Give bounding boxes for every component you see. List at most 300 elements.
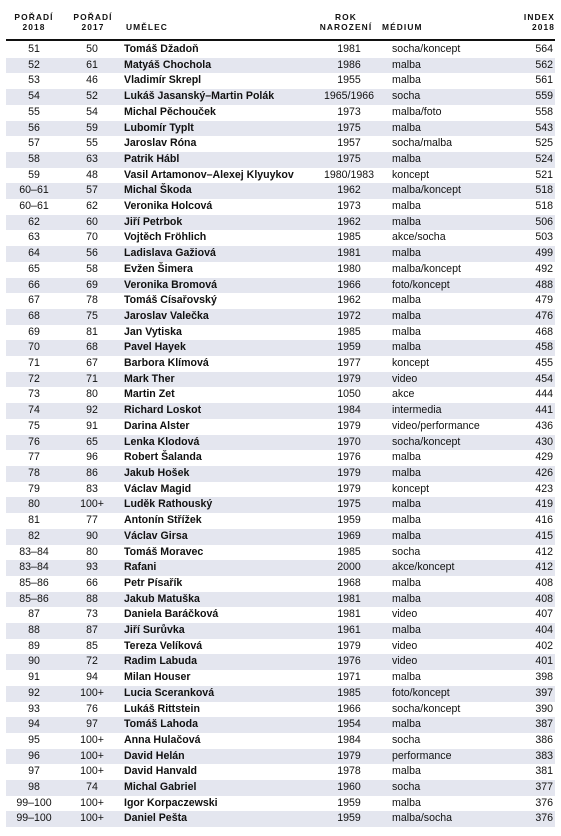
artist-name-cell: Jakub Hošek [122, 466, 310, 482]
birth-year-cell: 1966 [337, 702, 361, 715]
rank-2018-cell: 81 [28, 514, 40, 527]
medium-cell: koncept [392, 168, 430, 181]
rank-2018-cell: 98 [6, 780, 62, 796]
index-cell: 518 [535, 200, 553, 213]
artist-name-cell: Evžen Šimera [124, 262, 193, 275]
artist-name-cell: Darina Alster [124, 419, 190, 432]
birth-year-cell: 1979 [337, 482, 361, 495]
index-cell: 390 [535, 702, 553, 715]
birth-year-cell: 1955 [337, 74, 361, 87]
index-cell: 476 [512, 309, 555, 325]
table-row [6, 811, 555, 827]
rank-2017-cell: 67 [86, 357, 98, 370]
artist-name-cell: Jakub Matuška [122, 592, 310, 608]
header-index-2018 [524, 12, 555, 32]
table-row [6, 686, 555, 702]
index-cell: 415 [512, 529, 555, 545]
medium-cell: akce/koncept [388, 560, 512, 576]
index-cell: 423 [535, 482, 553, 495]
birth-year-cell: 1979 [310, 749, 388, 765]
rank-2018-cell: 55 [28, 105, 40, 118]
artist-name-cell: Robert Šalanda [124, 451, 202, 464]
rank-2018-cell: 51 [28, 43, 40, 55]
rank-2017-cell: 91 [86, 419, 98, 432]
rank-2018-cell: 69 [28, 325, 40, 338]
rank-2017-cell: 78 [86, 294, 98, 307]
index-cell: 455 [535, 357, 553, 370]
medium-cell: video [388, 654, 512, 670]
index-cell: 376 [512, 811, 555, 827]
rank-2017-cell: 96 [86, 451, 98, 464]
medium-cell: malba [388, 152, 512, 168]
medium-cell: malba [388, 58, 512, 74]
rank-2018-cell: 76 [6, 435, 62, 451]
birth-year-cell: 1973 [337, 200, 361, 213]
artist-name-cell: Barbora Klímová [124, 357, 209, 370]
artist-name-cell: Lenka Klodová [122, 435, 310, 451]
rank-2018-cell: 93 [28, 702, 40, 715]
index-cell: 499 [512, 246, 555, 262]
rank-2017-cell: 80 [86, 545, 98, 558]
medium-cell: video [392, 608, 418, 621]
rank-2017-cell: 97 [62, 717, 122, 733]
birth-year-cell: 1985 [337, 325, 361, 338]
rank-2018-cell: 94 [6, 717, 62, 733]
rank-2018-cell: 70 [6, 340, 62, 356]
birth-year-cell: 1959 [310, 811, 388, 827]
index-cell: 426 [512, 466, 555, 482]
index-cell: 419 [512, 497, 555, 513]
table-row [6, 670, 555, 686]
rank-2017-cell: 100+ [80, 765, 104, 778]
birth-year-cell: 1980 [337, 262, 361, 275]
rank-2017-cell: 80 [86, 388, 98, 401]
table-row [6, 513, 555, 529]
header-rank-2017-line1: POŘADÍ [73, 12, 113, 22]
header-rank-2018-line1: POŘADÍ [14, 12, 54, 22]
medium-cell: malba/koncept [388, 183, 512, 199]
rank-2018-cell: 59 [28, 168, 40, 181]
table-row [6, 450, 555, 466]
index-cell: 479 [535, 294, 553, 307]
rank-2017-cell: 100+ [80, 796, 104, 809]
birth-year-cell: 1962 [310, 215, 388, 231]
table-row [6, 42, 555, 58]
index-cell: 564 [535, 43, 553, 55]
rank-2018-cell: 71 [28, 357, 40, 370]
table-row [6, 607, 555, 623]
medium-cell: malba [388, 623, 512, 639]
medium-cell: socha/malba [392, 137, 453, 150]
rank-2017-cell: 90 [62, 529, 122, 545]
header-index-line1: INDEX [523, 12, 555, 22]
medium-cell: socha/koncept [392, 43, 461, 55]
birth-year-cell: 1954 [310, 717, 388, 733]
rank-2017-cell: 93 [62, 560, 122, 576]
table-row [6, 73, 555, 89]
artist-name-cell: Patrik Hábl [122, 152, 310, 168]
rank-2018-cell: 54 [6, 89, 62, 105]
ranking-table-panel [6, 12, 555, 827]
medium-cell: performance [388, 749, 512, 765]
medium-cell: malba [388, 717, 512, 733]
index-cell: 430 [512, 435, 555, 451]
artist-name-cell: Jiří Surůvka [122, 623, 310, 639]
rank-2017-cell: 69 [62, 278, 122, 294]
artist-name-cell: Luděk Rathouský [122, 497, 310, 513]
ranking-table-body [6, 42, 555, 827]
birth-year-cell: 1966 [310, 278, 388, 294]
rank-2017-cell: 56 [62, 246, 122, 262]
medium-cell: malba [388, 592, 512, 608]
index-cell: 402 [535, 639, 553, 652]
index-cell: 543 [512, 121, 555, 137]
rank-2018-cell: 90 [6, 654, 62, 670]
header-birth-year-line2: NAROZENÍ [319, 22, 373, 32]
medium-cell: foto/koncept [388, 686, 512, 702]
birth-year-cell: 1984 [310, 403, 388, 419]
rank-2017-cell: 70 [86, 231, 98, 244]
rank-2018-cell: 65 [28, 262, 40, 275]
medium-cell: malba [392, 765, 421, 778]
birth-year-cell: 1975 [310, 497, 388, 513]
rank-2017-cell: 86 [62, 466, 122, 482]
artist-name-cell: Mark Ther [122, 372, 310, 388]
artist-name-cell: Richard Loskot [122, 403, 310, 419]
header-rank-2018-line2: 2018 [22, 22, 46, 32]
artist-name-cell: Tomáš Císařovský [124, 294, 217, 307]
birth-year-cell: 1969 [310, 529, 388, 545]
index-cell: 444 [535, 388, 553, 401]
table-row [6, 183, 555, 199]
artist-name-cell: Daniel Pešta [122, 811, 310, 827]
artist-name-cell: Daniela Baráčková [124, 608, 219, 621]
rank-2018-cell: 88 [6, 623, 62, 639]
birth-year-cell: 1985 [337, 231, 361, 244]
rank-2018-cell: 99–100 [16, 796, 52, 809]
rank-2018-cell: 77 [28, 451, 40, 464]
table-row [6, 309, 555, 325]
index-cell: 408 [535, 576, 553, 589]
medium-cell: malba [392, 576, 421, 589]
index-cell: 503 [535, 231, 553, 244]
table-row [6, 340, 555, 356]
birth-year-cell: 1985 [337, 545, 361, 558]
table-row [6, 623, 555, 639]
header-birth-year [306, 12, 386, 32]
index-cell: 398 [535, 671, 553, 684]
index-cell: 521 [535, 168, 553, 181]
artist-name-cell: Martin Zet [124, 388, 175, 401]
medium-cell: malba [392, 671, 421, 684]
index-cell: 404 [512, 623, 555, 639]
table-row [6, 419, 555, 435]
rank-2018-cell: 73 [28, 388, 40, 401]
medium-cell: socha/koncept [388, 435, 512, 451]
artist-name-cell: David Hanvald [124, 765, 198, 778]
medium-cell: akce [392, 388, 415, 401]
header-artist: UMĚLEC [126, 22, 168, 32]
index-cell: 412 [512, 560, 555, 576]
table-row [6, 466, 555, 482]
birth-year-cell: 1976 [310, 654, 388, 670]
medium-cell: malba/foto [392, 105, 442, 118]
table-row [6, 152, 555, 168]
table-row [6, 482, 555, 498]
medium-cell: socha/koncept [392, 702, 461, 715]
artist-name-cell: Vojtěch Fröhlich [124, 231, 207, 244]
birth-year-cell: 1973 [337, 105, 361, 118]
artist-name-cell: Rafani [122, 560, 310, 576]
birth-year-cell: 1968 [337, 576, 361, 589]
medium-cell: malba/socha [388, 811, 512, 827]
index-cell: 468 [535, 325, 553, 338]
table-row [6, 545, 555, 561]
index-cell: 525 [535, 137, 553, 150]
medium-cell: malba [392, 325, 421, 338]
rank-2018-cell: 96 [6, 749, 62, 765]
rank-2017-cell: 73 [86, 608, 98, 621]
rank-2017-cell: 100+ [62, 811, 122, 827]
table-row [6, 702, 555, 718]
medium-cell: malba [392, 294, 421, 307]
table-header [6, 12, 555, 39]
rank-2018-cell: 57 [28, 137, 40, 150]
rank-2018-cell: 60–61 [19, 200, 49, 213]
birth-year-cell: 1986 [310, 58, 388, 74]
table-row [6, 121, 555, 137]
birth-year-cell: 1981 [337, 43, 361, 55]
medium-cell: malba [388, 497, 512, 513]
artist-name-cell: Lucia Sceranková [122, 686, 310, 702]
medium-cell: socha [392, 545, 421, 558]
artist-name-cell: Pavel Hayek [122, 340, 310, 356]
medium-cell: akce/socha [392, 231, 446, 244]
birth-year-cell: 1981 [310, 246, 388, 262]
medium-cell: video [392, 639, 418, 652]
rank-2017-cell: 92 [62, 403, 122, 419]
index-cell: 412 [535, 545, 553, 558]
index-cell: 408 [512, 592, 555, 608]
table-row [6, 592, 555, 608]
rank-2017-cell: 50 [86, 43, 98, 55]
index-cell: 436 [535, 419, 553, 432]
index-cell: 416 [535, 514, 553, 527]
medium-cell: malba [388, 121, 512, 137]
table-row [6, 168, 555, 184]
birth-year-cell: 1972 [310, 309, 388, 325]
rank-2018-cell: 85–86 [19, 576, 49, 589]
index-cell: 458 [512, 340, 555, 356]
rank-2018-cell: 83–84 [6, 560, 62, 576]
table-row [6, 199, 555, 215]
index-cell: 524 [512, 152, 555, 168]
index-cell: 558 [535, 105, 553, 118]
birth-year-cell: 1962 [310, 183, 388, 199]
header-divider [6, 39, 555, 41]
rank-2017-cell: 58 [86, 262, 98, 275]
index-cell: 387 [512, 717, 555, 733]
birth-year-cell: 1975 [310, 152, 388, 168]
artist-name-cell: Václav Magid [124, 482, 192, 495]
table-row [6, 435, 555, 451]
rank-2018-cell: 60–61 [6, 183, 62, 199]
medium-cell: malba [392, 451, 421, 464]
birth-year-cell: 1962 [337, 294, 361, 307]
rank-2017-cell: 94 [86, 671, 98, 684]
artist-name-cell: Michal Gabriel [122, 780, 310, 796]
table-row [6, 497, 555, 513]
medium-cell: socha [388, 780, 512, 796]
rank-2017-cell: 48 [86, 168, 98, 181]
rank-2017-cell: 72 [62, 654, 122, 670]
medium-cell: malba [388, 340, 512, 356]
birth-year-cell: 1957 [337, 137, 361, 150]
rank-2017-cell: 59 [62, 121, 122, 137]
artist-name-cell: Jan Vytiska [124, 325, 182, 338]
index-cell: 488 [512, 278, 555, 294]
table-row [6, 58, 555, 74]
medium-cell: koncept [392, 357, 430, 370]
header-index-line2: 2018 [531, 22, 555, 32]
medium-cell: malba [392, 514, 421, 527]
rank-2018-cell: 52 [6, 58, 62, 74]
table-row [6, 230, 555, 246]
medium-cell: intermedia [388, 403, 512, 419]
rank-2018-cell: 83–84 [19, 545, 49, 558]
artist-name-cell: Lukáš Rittstein [124, 702, 200, 715]
rank-2017-cell: 63 [62, 152, 122, 168]
table-row [6, 262, 555, 278]
rank-2017-cell: 66 [86, 576, 98, 589]
rank-2018-cell: 79 [28, 482, 40, 495]
artist-name-cell: Vasil Artamonov–Alexej Klyuykov [124, 168, 294, 181]
index-cell: 401 [512, 654, 555, 670]
rank-2017-cell: 75 [62, 309, 122, 325]
birth-year-cell: 1979 [337, 639, 361, 652]
artist-name-cell: Jaroslav Róna [124, 137, 197, 150]
rank-2017-cell: 100+ [62, 686, 122, 702]
medium-cell: malba [392, 200, 421, 213]
birth-year-cell: 1961 [310, 623, 388, 639]
birth-year-cell: 1976 [337, 451, 361, 464]
rank-2017-cell: 100+ [62, 497, 122, 513]
artist-name-cell: Igor Korpaczewski [124, 796, 218, 809]
birth-year-cell: 1960 [310, 780, 388, 796]
rank-2018-cell: 67 [28, 294, 40, 307]
rank-2017-cell: 88 [62, 592, 122, 608]
table-row [6, 372, 555, 388]
index-cell: 381 [535, 765, 553, 778]
artist-name-cell: Tereza Velíková [124, 639, 203, 652]
rank-2018-cell: 62 [6, 215, 62, 231]
header-medium: MÉDIUM [382, 22, 423, 32]
birth-year-cell: 1975 [310, 121, 388, 137]
medium-cell: malba [388, 215, 512, 231]
artist-name-cell: Anna Hulačová [124, 733, 201, 746]
medium-cell: malba [388, 246, 512, 262]
table-row [6, 764, 555, 780]
birth-year-cell: 1970 [310, 435, 388, 451]
rank-2018-cell: 91 [28, 671, 40, 684]
table-row [6, 105, 555, 121]
table-row [6, 654, 555, 670]
artist-name-cell: Michal Škoda [122, 183, 310, 199]
rank-2018-cell: 75 [28, 419, 40, 432]
table-row [6, 733, 555, 749]
birth-year-cell: 1959 [310, 340, 388, 356]
birth-year-cell: 1979 [310, 372, 388, 388]
birth-year-cell: 1984 [337, 733, 361, 746]
birth-year-cell: 2000 [310, 560, 388, 576]
table-row [6, 403, 555, 419]
header-rank-2018 [6, 12, 62, 32]
rank-2018-cell: 63 [28, 231, 40, 244]
index-cell: 562 [512, 58, 555, 74]
rank-2017-cell: 74 [62, 780, 122, 796]
index-cell: 397 [512, 686, 555, 702]
table-row [6, 560, 555, 576]
birth-year-cell: 1979 [337, 419, 361, 432]
rank-2017-cell: 81 [86, 325, 98, 338]
index-cell: 429 [535, 451, 553, 464]
medium-cell: socha [392, 733, 421, 746]
table-row [6, 293, 555, 309]
table-row [6, 278, 555, 294]
ranking-table [6, 42, 555, 827]
artist-name-cell: Tomáš Džadoň [124, 43, 199, 55]
medium-cell: malba [388, 466, 512, 482]
artist-name-cell: Matyáš Chochola [122, 58, 310, 74]
artist-name-cell: Veronika Holcová [124, 200, 213, 213]
artist-name-cell: Lukáš Jasanský–Martin Polák [122, 89, 310, 105]
rank-2017-cell: 100+ [62, 749, 122, 765]
rank-2018-cell: 89 [28, 639, 40, 652]
medium-cell: malba [392, 796, 421, 809]
index-cell: 506 [512, 215, 555, 231]
rank-2017-cell: 100+ [80, 733, 104, 746]
rank-2018-cell: 97 [28, 765, 40, 778]
rank-2018-cell: 95 [28, 733, 40, 746]
rank-2018-cell: 82 [6, 529, 62, 545]
index-cell: 407 [535, 608, 553, 621]
birth-year-cell: 1985 [310, 686, 388, 702]
table-row [6, 356, 555, 372]
header-birth-year-line1: ROK [335, 12, 357, 22]
rank-2018-cell: 78 [6, 466, 62, 482]
table-row [6, 529, 555, 545]
artist-name-cell: Ladislava Gažiová [122, 246, 310, 262]
table-row [6, 576, 555, 592]
birth-year-cell: 1979 [310, 466, 388, 482]
rank-2018-cell: 56 [6, 121, 62, 137]
rank-2017-cell: 54 [86, 105, 98, 118]
artist-name-cell: Milan Houser [124, 671, 191, 684]
header-rank-2017-line2: 2017 [81, 22, 105, 32]
table-row [6, 215, 555, 231]
rank-2018-cell: 66 [6, 278, 62, 294]
rank-2017-cell: 52 [62, 89, 122, 105]
medium-cell: malba [388, 309, 512, 325]
birth-year-cell: 1050 [337, 388, 361, 401]
table-row [6, 796, 555, 812]
rank-2018-cell: 87 [28, 608, 40, 621]
artist-name-cell: Jiří Petrbok [122, 215, 310, 231]
rank-2017-cell: 57 [62, 183, 122, 199]
table-row [6, 717, 555, 733]
index-cell: 518 [512, 183, 555, 199]
artist-name-cell: Tomáš Lahoda [122, 717, 310, 733]
